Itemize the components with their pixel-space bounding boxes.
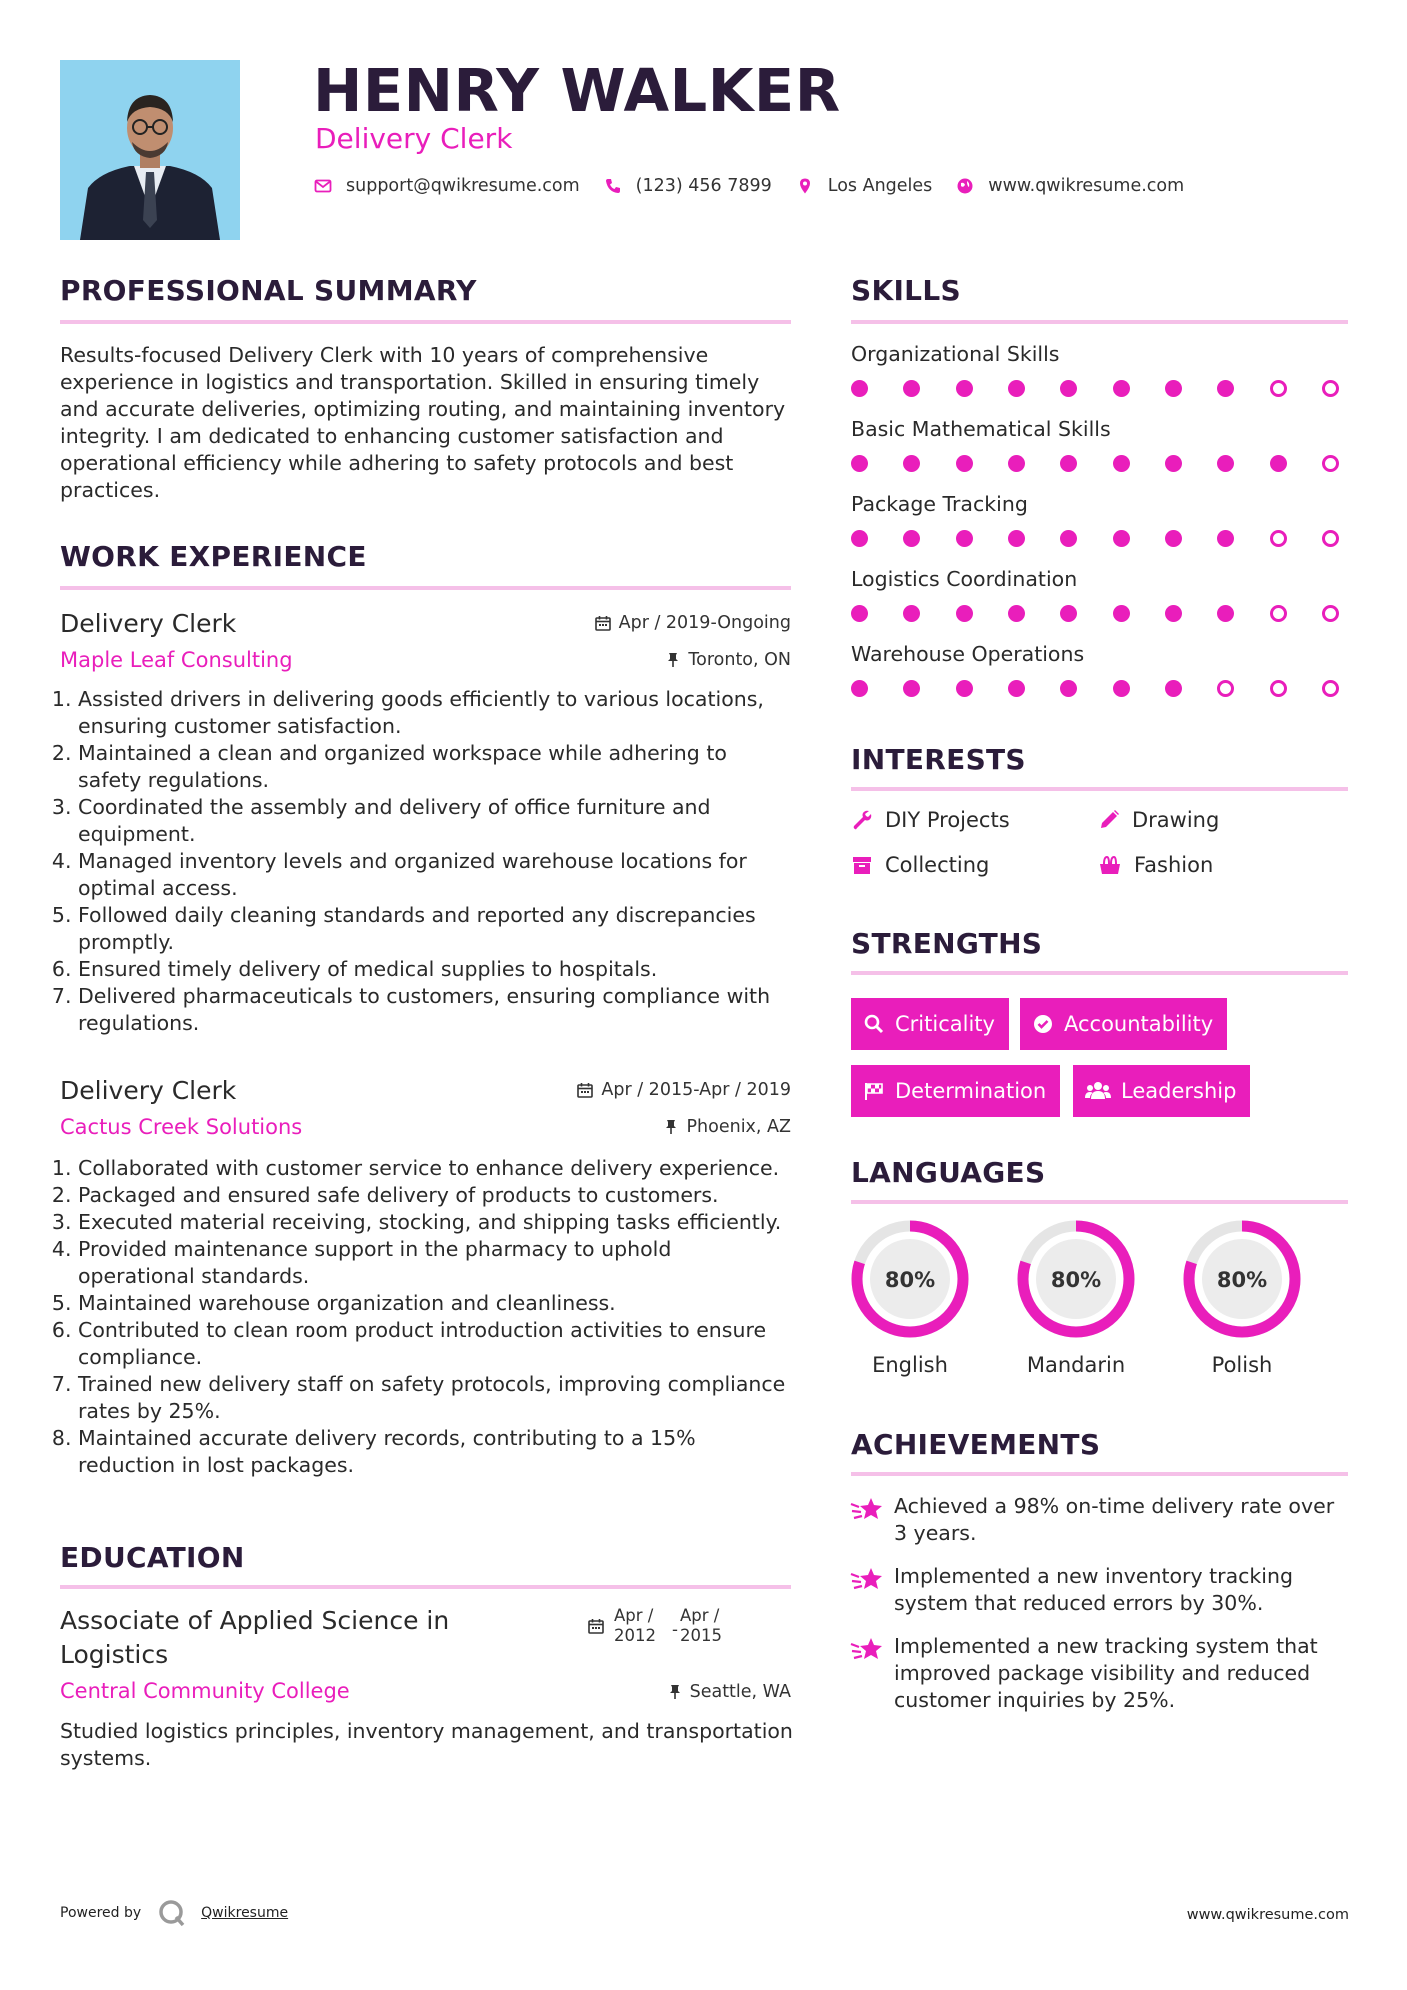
skill-item: [851, 342, 1348, 417]
skills-list: [851, 342, 1348, 717]
strength-label: Accountability: [1064, 1012, 1214, 1036]
language-ring: [1014, 1217, 1138, 1341]
rating-dot-filled: [1217, 605, 1234, 622]
languages-list: [848, 1217, 1304, 1377]
job-location: [666, 650, 791, 670]
strength-tag: [851, 1065, 1060, 1117]
rating-dot-filled: [1060, 530, 1077, 547]
rating-dot-filled: [1008, 380, 1025, 397]
list-item: 5. Maintained warehouse organization and cleanliness.: [78, 1290, 791, 1317]
list-item: 3. Executed material receiving, stocking, and shipping tasks efficiently.: [78, 1209, 791, 1236]
map-pin-icon: [796, 177, 814, 195]
strengths-divider: [851, 971, 1348, 975]
strength-label: Determination: [895, 1079, 1047, 1103]
skill-rating: [851, 455, 1339, 472]
pushpin-icon: [668, 1684, 682, 1700]
achievement-text: Implemented a new tracking system that improved package visibility and reduced customer inquiries by 25%.: [894, 1634, 1318, 1712]
rating-dot-filled: [956, 530, 973, 547]
rating-dot-empty: [1217, 680, 1234, 697]
rating-dot-empty: [1270, 530, 1287, 547]
website-text: www.qwikresume.com: [988, 176, 1185, 196]
achievements-heading: ACHIEVEMENTS: [851, 1428, 1101, 1461]
interests-heading: INTERESTS: [851, 743, 1026, 776]
degree-title: Associate of Applied Science in Logistics: [60, 1606, 450, 1669]
footer-url[interactable]: www.qwikresume.com: [1186, 1907, 1349, 1923]
strength-tag: [1073, 1065, 1250, 1117]
list-item: 7. Trained new delivery staff on safety protocols, improving compliance rates by 25%.: [78, 1371, 791, 1425]
skill-name: Warehouse Operations: [851, 642, 1085, 666]
contact-bar: [314, 176, 1208, 196]
contact-phone[interactable]: [604, 176, 772, 196]
shooting-star-icon: [849, 1635, 885, 1663]
interest-item: [851, 808, 1010, 832]
rating-dot-filled: [903, 605, 920, 622]
skill-name: Basic Mathematical Skills: [851, 417, 1111, 441]
contact-location: [796, 176, 933, 196]
strength-label: Leadership: [1121, 1079, 1237, 1103]
calendar-icon: [595, 615, 611, 631]
start-year: 2012: [614, 1626, 656, 1645]
job-date-text: Apr / 2015-Apr / 2019: [601, 1080, 791, 1100]
qwikresume-logo-icon: [157, 1898, 187, 1928]
archive-box-icon: [851, 854, 873, 876]
language-percent: 80%: [884, 1268, 936, 1292]
language-name: Mandarin: [1026, 1353, 1126, 1377]
skill-name: Package Tracking: [851, 492, 1028, 516]
school-name: Central Community College: [60, 1679, 350, 1703]
rating-dot-empty: [1270, 380, 1287, 397]
strengths-heading: STRENGTHS: [851, 927, 1043, 960]
contact-website[interactable]: [956, 176, 1184, 196]
rating-dot-filled: [956, 680, 973, 697]
rating-dot-empty: [1322, 380, 1339, 397]
shopping-bag-icon: [1098, 854, 1122, 876]
rating-dot-empty: [1322, 530, 1339, 547]
achievement-text: Achieved a 98% on-time delivery rate over 3 years.: [894, 1494, 1335, 1545]
rating-dot-filled: [1165, 455, 1182, 472]
summary-heading: PROFESSIONAL SUMMARY: [60, 274, 477, 307]
rating-dot-filled: [903, 680, 920, 697]
achievement-item: [849, 1563, 1339, 1633]
interest-label: Drawing: [1132, 808, 1220, 832]
education-dates: [588, 1606, 722, 1646]
education-start: [614, 1606, 672, 1646]
rating-dot-filled: [1217, 380, 1234, 397]
achievement-text: Implemented a new inventory tracking system that reduced errors by 30%.: [894, 1564, 1294, 1615]
summary-divider: [60, 320, 791, 324]
skill-rating: [851, 530, 1339, 547]
language-item: [848, 1217, 972, 1377]
candidate-role: Delivery Clerk: [315, 122, 513, 155]
experience-heading: WORK EXPERIENCE: [60, 540, 367, 573]
globe-icon: [956, 177, 974, 195]
calendar-icon: [577, 1082, 593, 1098]
list-item: 5. Followed daily cleaning standards and reported any discrepancies promptly.: [78, 902, 791, 956]
skill-name: Logistics Coordination: [851, 567, 1078, 591]
skill-name: Organizational Skills: [851, 342, 1060, 366]
contact-email[interactable]: [314, 176, 580, 196]
summary-text: Results-focused Delivery Clerk with 10 years of comprehensive experience in logistics and transportation. Skilled in ensuring timely and accurate deliveries, optimizing routing, and maintaining inventory integrity. I am dedicated to enhancing customer satisfaction and operational efficiency while adhering to safety protocols and best practices.: [60, 343, 786, 502]
languages-heading: LANGUAGES: [851, 1156, 1046, 1189]
wrench-icon: [851, 809, 873, 831]
rating-dot-filled: [1008, 530, 1025, 547]
language-item: [1180, 1217, 1304, 1377]
job-title: Delivery Clerk: [60, 1075, 237, 1105]
check-circle-icon: [1032, 1013, 1054, 1035]
list-item: 3. Coordinated the assembly and delivery of office furniture and equipment.: [78, 794, 791, 848]
list-item: 6. Contributed to clean room product introduction activities to ensure compliance.: [78, 1317, 791, 1371]
rating-dot-filled: [851, 380, 868, 397]
list-item: 1. Assisted drivers in delivering goods efficiently to various locations, ensuring customer satisfaction.: [78, 686, 791, 740]
rating-dot-filled: [1008, 455, 1025, 472]
list-item: 2. Maintained a clean and organized workspace while adhering to safety regulations.: [78, 740, 791, 794]
education-heading: EDUCATION: [60, 1541, 245, 1574]
education-location-text: Seattle, WA: [689, 1682, 791, 1702]
start-month: Apr /: [614, 1606, 654, 1625]
end-year: 2015: [679, 1626, 722, 1645]
rating-dot-filled: [1113, 455, 1130, 472]
phone-text: (123) 456 7899: [635, 176, 772, 196]
interest-label: DIY Projects: [885, 808, 1010, 832]
qwikresume-link[interactable]: Qwikresume: [201, 1905, 289, 1921]
interest-item: [1098, 808, 1219, 832]
skill-item: [851, 642, 1348, 717]
job-entry: [60, 1071, 791, 1479]
skill-item: [851, 417, 1348, 492]
strength-tag: [1020, 998, 1227, 1050]
rating-dot-empty: [1322, 680, 1339, 697]
language-percent: 80%: [1050, 1268, 1102, 1292]
job-location-text: Phoenix, AZ: [686, 1117, 791, 1137]
skill-rating: [851, 380, 1339, 397]
list-item: 2. Packaged and ensured safe delivery of products to customers.: [78, 1182, 791, 1209]
experience-divider: [60, 586, 791, 590]
achievements-list: [849, 1493, 1339, 1714]
candidate-name: HENRY WALKER: [313, 56, 841, 125]
rating-dot-filled: [1165, 605, 1182, 622]
job-bullets: [60, 1155, 791, 1479]
profile-photo: [60, 60, 240, 240]
list-item: 6. Ensured timely delivery of medical supplies to hospitals.: [78, 956, 791, 983]
shooting-star-icon: [849, 1565, 885, 1593]
rating-dot-filled: [1217, 455, 1234, 472]
interest-item: [1098, 853, 1213, 877]
pencil-icon: [1098, 809, 1120, 831]
job-title: Delivery Clerk: [60, 608, 237, 638]
pushpin-icon: [666, 652, 680, 668]
education-description: Studied logistics principles, inventory management, and transportation systems.: [60, 1719, 793, 1770]
calendar-icon: [588, 1618, 604, 1634]
rating-dot-filled: [1060, 605, 1077, 622]
rating-dot-filled: [1165, 380, 1182, 397]
search-icon: [863, 1013, 885, 1035]
rating-dot-filled: [1217, 530, 1234, 547]
list-item: 1. Collaborated with customer service to enhance delivery experience.: [78, 1155, 791, 1182]
language-item: [1014, 1217, 1138, 1377]
list-item: 8. Maintained accurate delivery records, contributing to a 15% reduction in lost packages.: [78, 1425, 791, 1479]
achievements-divider: [851, 1472, 1348, 1476]
job-date: [577, 1080, 791, 1100]
rating-dot-filled: [1165, 680, 1182, 697]
rating-dot-empty: [1322, 455, 1339, 472]
rating-dot-filled: [1060, 455, 1077, 472]
rating-dot-filled: [1113, 530, 1130, 547]
job-date-text: Apr / 2019-Ongoing: [618, 613, 791, 633]
rating-dot-filled: [1113, 380, 1130, 397]
strength-label: Criticality: [895, 1012, 995, 1036]
skill-item: [851, 567, 1348, 642]
rating-dot-empty: [1270, 605, 1287, 622]
rating-dot-filled: [1165, 530, 1182, 547]
education-divider: [60, 1585, 791, 1589]
rating-dot-filled: [1060, 380, 1077, 397]
achievement-item: [849, 1493, 1339, 1563]
language-name: Polish: [1211, 1353, 1273, 1377]
skills-divider: [851, 320, 1348, 324]
job-location: [664, 1117, 791, 1137]
job-entry: [60, 604, 791, 1037]
job-bullets: [60, 686, 791, 1037]
flag-icon: [863, 1080, 885, 1102]
rating-dot-filled: [903, 530, 920, 547]
skill-rating: [851, 605, 1339, 622]
interest-label: Collecting: [885, 853, 990, 877]
users-icon: [1085, 1080, 1111, 1102]
education-end: [680, 1606, 722, 1646]
rating-dot-empty: [1322, 605, 1339, 622]
language-ring: [1180, 1217, 1304, 1341]
strength-tag: [851, 998, 1009, 1050]
rating-dot-filled: [851, 680, 868, 697]
languages-divider: [851, 1200, 1348, 1204]
rating-dot-filled: [1008, 605, 1025, 622]
rating-dot-filled: [956, 455, 973, 472]
pushpin-icon: [664, 1119, 678, 1135]
end-month: Apr /: [679, 1606, 720, 1625]
list-item: 4. Provided maintenance support in the pharmacy to uphold operational standards.: [78, 1236, 791, 1290]
language-ring: [848, 1217, 972, 1341]
rating-dot-filled: [1060, 680, 1077, 697]
skills-heading: SKILLS: [851, 274, 961, 307]
education-location: [668, 1682, 791, 1702]
rating-dot-filled: [903, 455, 920, 472]
email-text: support@qwikresume.com: [346, 176, 580, 196]
powered-by-text: Powered by: [60, 1905, 142, 1921]
location-text: Los Angeles: [827, 176, 933, 196]
rating-dot-filled: [1270, 455, 1287, 472]
interest-label: Fashion: [1134, 853, 1214, 877]
rating-dot-filled: [1008, 680, 1025, 697]
rating-dot-filled: [851, 530, 868, 547]
rating-dot-filled: [1113, 680, 1130, 697]
job-date: [595, 613, 791, 633]
rating-dot-filled: [956, 380, 973, 397]
skill-item: [851, 492, 1348, 567]
job-location-text: Toronto, ON: [688, 650, 791, 670]
company-name: Cactus Creek Solutions: [60, 1115, 303, 1139]
date-dash: -: [672, 1620, 678, 1639]
rating-dot-filled: [851, 605, 868, 622]
interest-item: [851, 853, 989, 877]
language-percent: 80%: [1216, 1268, 1268, 1292]
rating-dot-filled: [1113, 605, 1130, 622]
shooting-star-icon: [849, 1495, 885, 1523]
rating-dot-empty: [1270, 680, 1287, 697]
interests-divider: [851, 787, 1348, 791]
skill-rating: [851, 680, 1339, 697]
rating-dot-filled: [851, 455, 868, 472]
envelope-icon: [314, 177, 332, 195]
achievement-item: [849, 1633, 1339, 1714]
footer-branding: [60, 1898, 288, 1928]
phone-icon: [604, 177, 622, 195]
language-name: English: [872, 1353, 948, 1377]
list-item: 4. Managed inventory levels and organized warehouse locations for optimal access.: [78, 848, 791, 902]
list-item: 7. Delivered pharmaceuticals to customers, ensuring compliance with regulations.: [78, 983, 791, 1037]
rating-dot-filled: [903, 380, 920, 397]
rating-dot-filled: [956, 605, 973, 622]
company-name: Maple Leaf Consulting: [60, 648, 293, 672]
